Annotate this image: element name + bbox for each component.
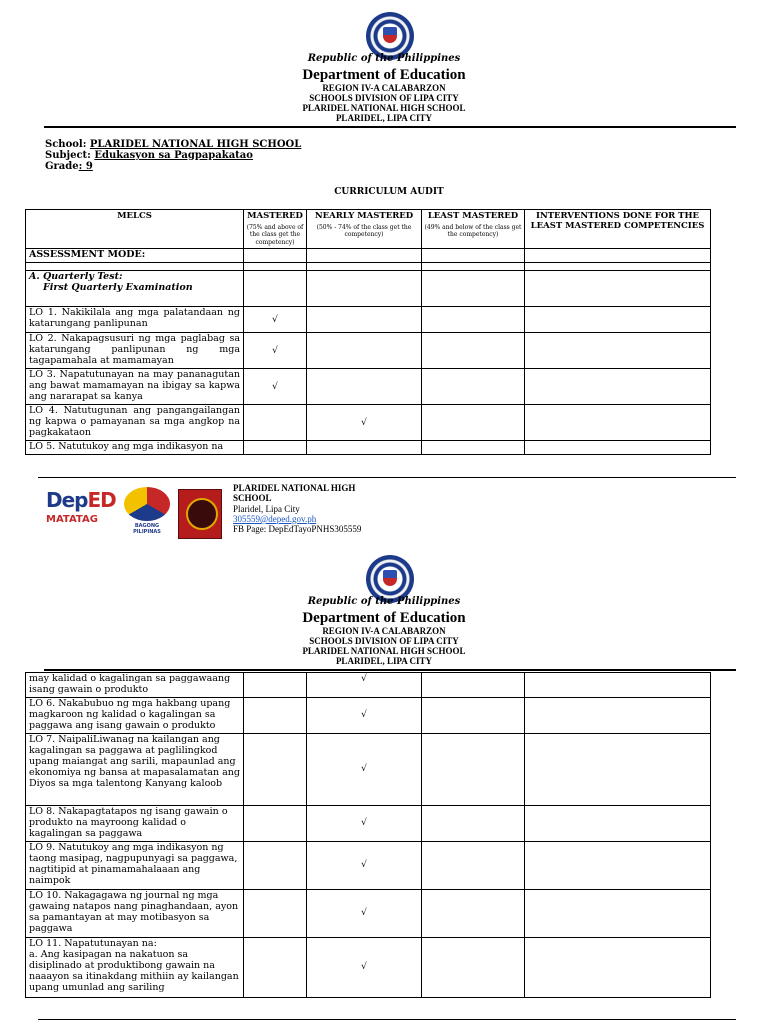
footer-divider — [38, 1019, 736, 1020]
table-row: LO 1. Nakikilala ang mga palatandaan ng katarungang panlipunan √ — [26, 307, 711, 333]
mastered-check: √ — [244, 307, 307, 333]
table-row: LO 9. Natutukoy ang mga indikasyon ng taong masipag, nagpupunyagi sa paggawa, nagtitipid at pinamamahalaaan ang naimpok √ — [26, 841, 711, 889]
footer-email-link[interactable]: 305559@deped.gov.ph — [233, 514, 317, 525]
address-line: PLARIDEL, LIPA CITY — [335, 656, 433, 666]
table-row: may kalidad o kagalingan sa paggawaang isang gawain o produkto √ — [26, 673, 711, 698]
nearly-mastered-check: √ — [307, 937, 422, 997]
mastered-check: √ — [244, 369, 307, 405]
col-nearly-mastered: NEARLY MASTERED (50% - 74% of the class get the competency) — [307, 210, 422, 249]
nearly-mastered-check: √ — [307, 733, 422, 805]
nearly-mastered-check: √ — [307, 841, 422, 889]
nearly-mastered-check: √ — [307, 805, 422, 841]
quarterly-test-label: A. Quarterly Test: — [29, 271, 123, 283]
nearly-mastered-check: √ — [307, 889, 422, 937]
blank-row — [26, 263, 711, 271]
quarterly-exam-label: First Quarterly Examination — [43, 282, 193, 294]
document-meta — [45, 139, 301, 172]
deped-matatag-logo: DepED MATATAG — [46, 488, 116, 525]
footer-divider — [38, 477, 736, 478]
footer-contact — [233, 483, 383, 535]
table-row: LO 2. Nakapagsusuri ng mga paglabag sa katarungang panlipunan ng mga tagapamahala at mamamayan √ — [26, 333, 711, 369]
subject-field: Subject: Edukasyon sa Pagpapakatao — [45, 150, 253, 161]
school-line: PLARIDEL NATIONAL HIGH SCHOOL — [302, 646, 466, 656]
school-field: School: PLARIDEL NATIONAL HIGH SCHOOL — [45, 139, 302, 150]
school-logo — [178, 489, 222, 539]
table-row: LO 6. Nakabubuo ng mga hakbang upang magkaroon ng kalidad o kagalingan sa paggawa ang isang gawain o produkto √ — [26, 697, 711, 733]
quarterly-row — [26, 271, 711, 307]
header-divider — [44, 669, 736, 671]
table-row: LO 8. Nakapagtatapos ng isang gawain o produkto na mayroong kalidad o kagalingan sa paggawa √ — [26, 805, 711, 841]
nearly-mastered-check: √ — [307, 405, 422, 441]
bagong-pilipinas-logo: BAGONG PILIPINAS — [122, 487, 172, 537]
grade-field: Grade: 9 — [45, 161, 93, 172]
letterhead — [0, 597, 768, 666]
region-line: REGION IV-A CALABARZON — [322, 83, 446, 93]
table-row: LO 3. Napatutunayan na may pananagutan ang bawat mamamayan na ibigay sa kapwa ang nararapat sa kanya √ — [26, 369, 711, 405]
curriculum-audit-table — [25, 209, 711, 455]
mastered-check: √ — [244, 333, 307, 369]
table-row: LO 11. Napatutunayan na: a. Ang kasipagan na nakatuon sa disiplinado at produktibong gawain na naaayon sa itinakdang mithiin ay kailangan upang umunlad ang sariling √ — [26, 937, 711, 997]
republic-line: Republic of the Philippines — [307, 53, 461, 64]
table-row: LO 10. Nakagagawa ng journal ng mga gawaing natapos nang pinaghandaan, ayon sa pamantayan at may motibasyon sa paggawa √ — [26, 889, 711, 937]
assessment-mode-row: ASSESSMENT MODE: — [26, 249, 711, 263]
letterhead — [0, 54, 768, 123]
nearly-mastered-check: √ — [307, 673, 422, 698]
col-melcs: MELCS — [26, 210, 244, 249]
col-least-mastered: LEAST MASTERED (49% and below of the class get the competency) — [422, 210, 525, 249]
department-title: Department of Education — [302, 610, 466, 626]
curriculum-audit-table-continued — [25, 672, 711, 998]
school-line: PLARIDEL NATIONAL HIGH SCHOOL — [302, 103, 466, 113]
col-mastered: MASTERED (75% and above of the class get the competency) — [244, 210, 307, 249]
address-line: PLARIDEL, LIPA CITY — [335, 113, 433, 123]
table-row: LO 4. Natutugunan ang pangangailangan ng kapwa o pamayanan sa mga angkop na pagkakataon √ — [26, 405, 711, 441]
col-interventions: INTERVENTIONS DONE FOR THE LEAST MASTERED COMPETENCIES — [525, 210, 711, 249]
nearly-mastered-check: √ — [307, 697, 422, 733]
table-row: LO 5. Natutukoy ang mga indikasyon na — [26, 441, 711, 455]
footer-address: Plaridel, Lipa City — [233, 503, 300, 514]
footer-fb-page: FB Page: DepEdTayoPNHS305559 — [233, 524, 362, 535]
table-row: LO 7. NaipaliLiwanag na kailangan ang kagalingan sa paggawa at paglilingkod upang maiangat ang sarili, mapaunlad ang ekonomiya ng bansa at mapasalamatan ang Diyos sa mga talentong Kanyang kaloob √ — [26, 733, 711, 805]
region-line: REGION IV-A CALABARZON — [322, 626, 446, 636]
header-divider — [44, 126, 736, 128]
department-title: Department of Education — [302, 67, 466, 83]
audit-title: CURRICULUM AUDIT — [334, 187, 444, 197]
table-header-row — [26, 210, 711, 249]
page-footer — [46, 483, 376, 543]
division-line: SCHOOLS DIVISION OF LIPA CITY — [309, 93, 459, 103]
republic-line: Republic of the Philippines — [307, 596, 461, 607]
footer-school-name: PLARIDEL NATIONAL HIGH SCHOOL — [233, 483, 356, 504]
division-line: SCHOOLS DIVISION OF LIPA CITY — [309, 636, 459, 646]
